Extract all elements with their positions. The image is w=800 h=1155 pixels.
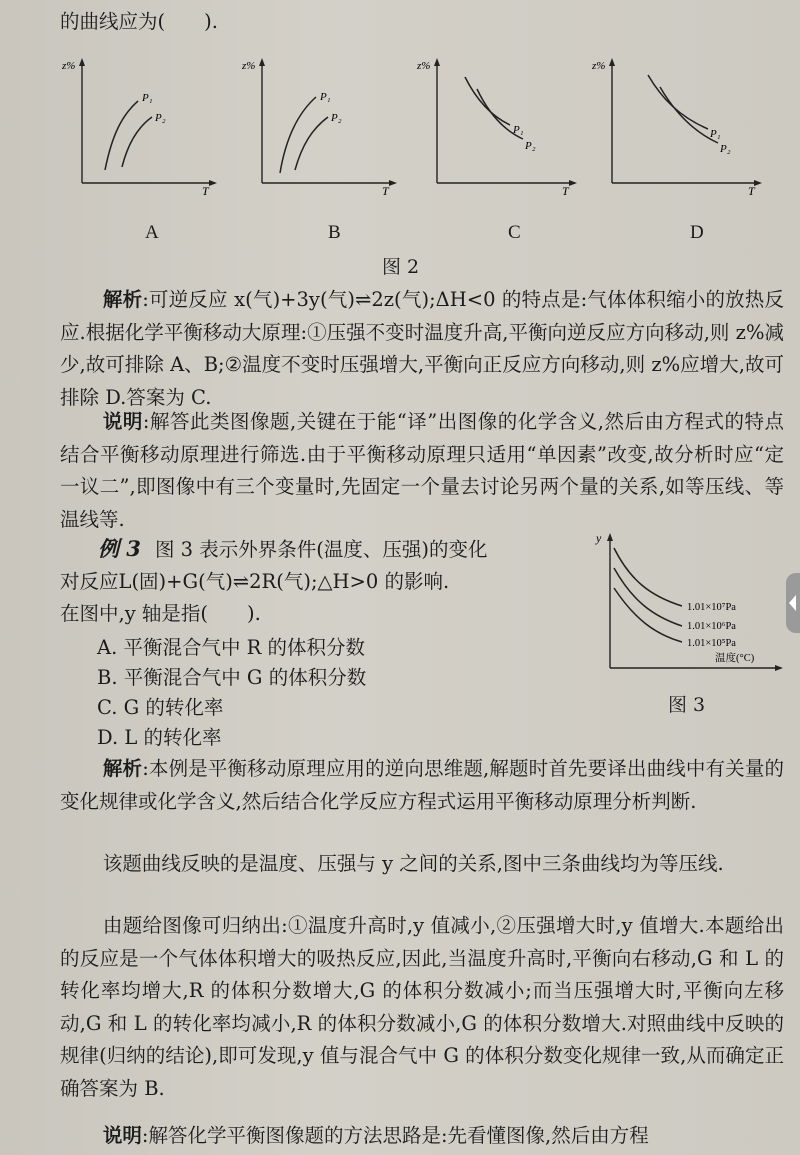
- panel-c-p1: P₁: [513, 124, 524, 136]
- panel-a-label: A: [145, 222, 159, 243]
- figure-3-graph: [590, 530, 785, 680]
- paragraph-3: 由题给图像可归纳出:①温度升高时,y 值减小,②压强增大时,y 值增大.本题给出的反应是一个气体体积增大的吸热反应,因此,当温度升高时,平衡向右移动,G 和 L 的转化率均增大,R 的体积分数增大,G 的体积分数减小;而当压强增大时,平衡向左移动,G 和 L 的转化率均减小,R 的体积分数减小,G 的体积分数增大.对照曲线中反映的规律(归纳的结论),即可发现,y 值与混合气中 G 的体积分数变化规律一致,从而确定正确答案为 B.: [60, 914, 784, 1100]
- panel-d-ylabel: z%: [592, 60, 606, 72]
- example-3-line-1-text: 图 3 表示外界条件(温度、压强)的变化: [154, 538, 488, 561]
- analysis-1-text: :可逆反应 x(气)+3y(气)⇌2z(气);ΔH<0 的特点是:气体体积缩小的放热反应.根据化学平衡移动大原理:①压强不变时温度升高,平衡向逆反应方向移动,则 z%减少,故可排除 A、B;②温度不变时压强增大,平衡向正反应方向移动,则 z%应增大,故可排除 D.答案为 C.: [60, 288, 784, 409]
- panel-c-p2: P₂: [525, 140, 536, 152]
- figure-2: [60, 55, 780, 250]
- example-3-head: 例 3: [98, 536, 141, 561]
- top-line: 的曲线应为( ).: [60, 10, 218, 33]
- figure-2-caption: 图 2: [382, 256, 420, 278]
- option-d: D. L 的转化率: [97, 726, 222, 749]
- figure-3-caption: 图 3: [668, 694, 706, 716]
- example-3-line-2: 对反应L(固)+G(气)⇌2R(气);△H>0 的影响.: [60, 570, 450, 593]
- note-1-text: :解答此类图像题,关键在于能“译”出图像的化学含义,然后由方程式的特点结合平衡移动原理进行筛选.由于平衡移动原理只适用“单因素”改变,故分析时应“定一议二”,即图像中有三个变量时,先固定一个量去讨论另两个量的关系,如等压线、等温线等.: [60, 410, 784, 531]
- note-2-text: :解答化学平衡图像题的方法思路是:先看懂图像,然后由方程: [141, 1124, 649, 1147]
- panel-a-ylabel: z%: [62, 60, 76, 72]
- panel-d-p1: P₁: [710, 128, 721, 140]
- figure-3-ylabel: y: [596, 531, 602, 545]
- panel-d-graph: [590, 55, 765, 195]
- panel-c-label: C: [508, 222, 521, 243]
- analysis-1-head: 解析: [102, 288, 143, 311]
- note-1: [60, 406, 784, 536]
- panel-b-label: B: [328, 222, 341, 243]
- note-2: [60, 1120, 784, 1153]
- panel-c-graph: [415, 55, 580, 195]
- panel-c-ylabel: z%: [417, 60, 431, 72]
- side-page-tab[interactable]: [786, 573, 800, 633]
- option-c: C. G 的转化率: [97, 696, 224, 719]
- analysis-2-text: :本例是平衡移动原理应用的逆向思维题,解题时首先要译出曲线中有关量的变化规律或化学含义,然后结合化学反应方程式运用平衡移动原理分析判断.: [60, 757, 784, 813]
- panel-a-graph: [60, 55, 220, 195]
- paragraph-2: 该题曲线反映的是温度、压强与 y 之间的关系,图中三条曲线均为等压线.: [102, 852, 724, 875]
- analysis-2: [60, 753, 784, 818]
- curve-label-3: 1.01×10⁵Pa: [687, 638, 736, 649]
- example-3-line-3: 在图中,y 轴是指( ).: [60, 602, 261, 625]
- option-b: B. 平衡混合气中 G 的体积分数: [97, 666, 367, 689]
- option-a: A. 平衡混合气中 R 的体积分数: [97, 636, 366, 659]
- panel-b-ylabel: z%: [242, 60, 256, 72]
- example-3-line-1: [60, 533, 580, 567]
- panel-a-p1: P₁: [142, 92, 153, 104]
- curve-label-2: 1.01×10⁶Pa: [687, 621, 736, 632]
- panel-d-p2: P₂: [720, 143, 731, 155]
- panel-b-xlabel: T: [382, 184, 389, 195]
- panel-c-xlabel: T: [562, 184, 569, 195]
- panel-b-graph: [240, 55, 400, 195]
- note-1-head: 说明: [102, 410, 143, 433]
- panel-d-label: D: [690, 222, 704, 243]
- analysis-1: [60, 284, 784, 414]
- panel-a-xlabel: T: [202, 184, 209, 195]
- panel-a-p2: P₂: [155, 112, 166, 124]
- analysis-2-head: 解析: [102, 757, 143, 780]
- curve-label-1: 1.01×10⁷Pa: [687, 602, 736, 613]
- figure-3-xlabel: 温度(°C): [715, 653, 755, 664]
- panel-d-xlabel: T: [748, 184, 755, 195]
- note-2-head: 说明: [102, 1124, 142, 1147]
- panel-b-p1: P₁: [320, 91, 331, 103]
- panel-b-p2: P₂: [331, 112, 342, 124]
